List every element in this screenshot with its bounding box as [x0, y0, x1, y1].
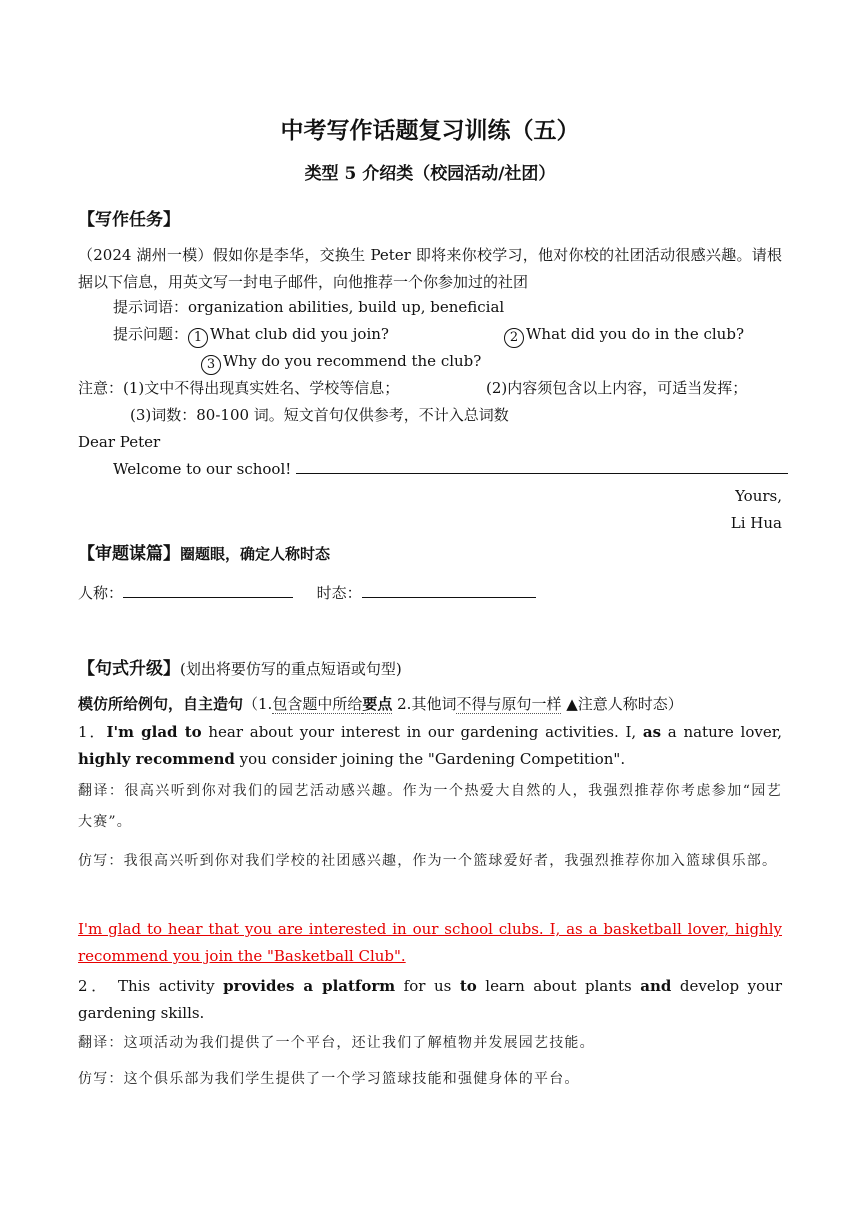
sentence-1-text-1: hear about your interest in our gardening activities. I, — [201, 723, 643, 741]
upgrade-header: 【句式升级】 — [78, 659, 180, 679]
sentence-1-text-3: you consider joining the "Gardening Competition". — [234, 750, 626, 768]
instruction-part-b: 包含题中所给 — [272, 695, 363, 713]
letter-opening: Welcome to our school! — [113, 460, 292, 478]
instruction-part-d: 2.其他词 — [392, 695, 457, 713]
person-blank[interactable] — [123, 581, 293, 598]
page-title: 中考写作话题复习训练（五） — [280, 117, 580, 144]
sentence-1-bold-3: highly recommend — [78, 750, 235, 768]
circled-number-3: 3 — [201, 355, 221, 375]
hint-words-label: 提示词语： — [113, 298, 189, 316]
sentence-2-bold-3: and — [640, 977, 672, 995]
sentence-2-text-2: for us — [395, 977, 460, 995]
instruction-part-f: ▲注意人称时态） — [561, 695, 683, 713]
hint-words: organization abilities, build up, beneficial — [188, 298, 505, 316]
tense-label: 时态： — [316, 584, 362, 602]
sentence-2-bold-1: provides a platform — [223, 977, 396, 995]
letter-signature: Li Hua — [730, 514, 782, 532]
letter-closing: Yours, — [735, 487, 782, 505]
instruction-part-e: 不得与原句一样 — [456, 695, 562, 713]
upgrade-instruction — [78, 691, 683, 718]
task-prompt: （2024 湖州一模）假如你是李华，交换生 Peter 即将来你校学习，他对你校的社团活动很感兴趣。请根据以下信息，用英文写一封电子邮件，向他推荐一个你参加过的社团 — [78, 246, 782, 291]
person-tense-line — [78, 580, 536, 607]
sentence-1-imitation: 仿写：我很高兴听到你对我们学校的社团感兴趣，作为一个篮球爱好者，我强烈推荐你加入篮球俱乐部。 — [78, 853, 778, 869]
hint-questions-label: 提示问题： — [113, 325, 189, 343]
letter-greeting: Dear Peter — [78, 433, 161, 451]
analysis-line — [78, 539, 330, 564]
hint-words-line — [113, 294, 504, 321]
sentence-1 — [78, 719, 782, 773]
circled-number-2: 2 — [504, 328, 524, 348]
sentence-2-translation: 翻译：这项活动为我们提供了一个平台，还让我们了解植物并发展园艺技能。 — [78, 1035, 595, 1051]
note-2: (2)内容须包含以上内容，可适当发挥； — [486, 379, 748, 397]
tense-blank[interactable] — [362, 581, 536, 598]
circled-number-1: 1 — [188, 328, 208, 348]
sentence-2-text-1: This activity — [118, 977, 224, 995]
sentence-2-imitation: 仿写：这个俱乐部为我们学生提供了一个学习篮球技能和强健身体的平台。 — [78, 1071, 580, 1087]
instruction-part-a: （1. — [243, 695, 273, 713]
sentence-2-text-3: learn about plants — [476, 977, 641, 995]
question-3-line — [201, 348, 481, 375]
note-1: 注意：(1)文中不得出现真实姓名、学校等信息； — [78, 379, 400, 397]
question-3: Why do you recommend the club? — [223, 352, 482, 370]
instruction-part-c: 要点 — [362, 695, 393, 713]
sentence-1-answer: I'm glad to hear that you are interested in our school clubs. I, as a basketball lover, highly recommend you join the "Basketball Club". — [78, 920, 782, 965]
writing-blank-line[interactable] — [296, 457, 788, 474]
page-subtitle: 类型 5 介绍类（校园活动/社团） — [304, 164, 556, 184]
analysis-header: 【审题谋篇】 — [78, 544, 180, 564]
sentence-1-translation: 翻译：很高兴听到你对我们的园艺活动感兴趣。作为一个热爱大自然的人，我强烈推荐你考虑参加“园艺大赛”。 — [78, 783, 782, 830]
sentence-2-number: 2． — [78, 977, 111, 995]
question-2: What did you do in the club? — [526, 325, 744, 343]
analysis-instruction: 圈题眼，确定人称时态 — [180, 545, 331, 563]
sentence-1-number: 1． — [78, 723, 107, 741]
task-header: 【写作任务】 — [78, 210, 180, 230]
question-1: What club did you join? — [210, 325, 389, 343]
letter-opening-line — [113, 456, 788, 483]
sentence-2-bold-2: to — [459, 977, 477, 995]
instruction-bold: 模仿所给例句，自主造句 — [78, 695, 244, 713]
person-label: 人称： — [78, 584, 124, 602]
sentence-1-text-2: a nature lover, — [661, 723, 782, 741]
sentence-2 — [78, 973, 782, 1027]
upgrade-header-line — [78, 654, 402, 679]
hint-questions-line — [113, 321, 389, 348]
note-3: (3)词数：80-100 词。短文首句仅供参考，不计入总词数 — [130, 406, 509, 424]
sentence-1-bold-1: I'm glad to — [106, 723, 202, 741]
sentence-1-bold-2: as — [642, 723, 662, 741]
upgrade-header-note: (划出将要仿写的重点短语或句型) — [180, 660, 402, 678]
sentence-2-text-4: develop your gardening skills. — [78, 977, 782, 1022]
question-2-line — [504, 321, 744, 348]
